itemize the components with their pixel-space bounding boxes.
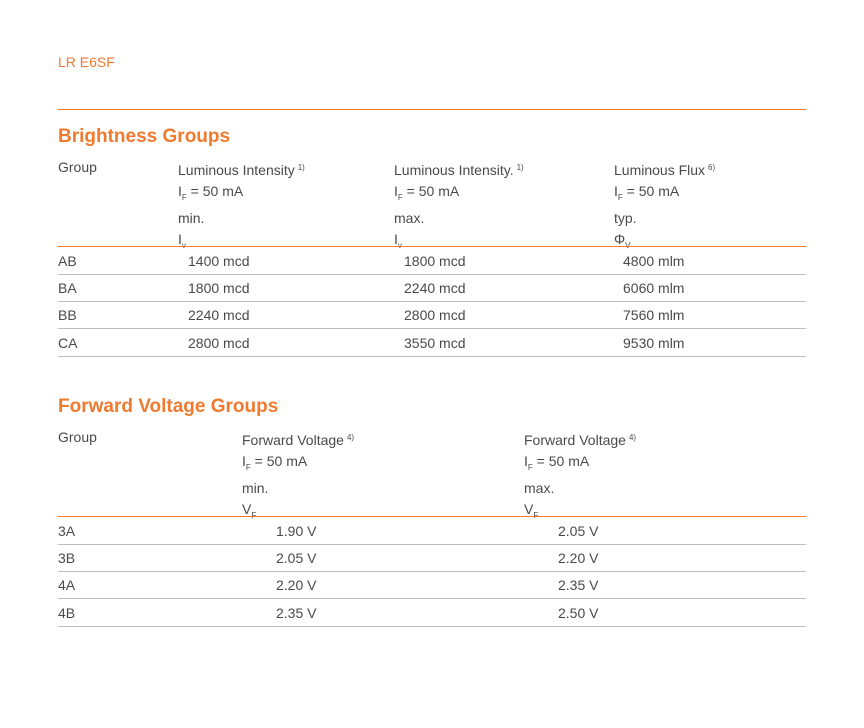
group-cell: AB <box>58 253 77 269</box>
header-label: Forward Voltage <box>242 432 344 448</box>
table-row <box>58 600 806 627</box>
value-cell: 2240 mcd <box>188 307 250 323</box>
table-row <box>58 572 806 599</box>
qualifier: max. <box>394 210 425 226</box>
group-cell: 3B <box>58 550 76 566</box>
condition-symbol: I <box>614 183 618 199</box>
condition-value: = 50 mA <box>536 453 590 469</box>
quantity-symbol: V <box>524 501 534 517</box>
value-cell: 3550 mcd <box>404 335 466 351</box>
value-cell: 1.90 V <box>276 523 317 539</box>
voltage-header-divider <box>58 516 806 517</box>
footnote-ref: 1) <box>516 163 524 172</box>
group-cell: 3A <box>58 523 76 539</box>
condition-subscript: F <box>397 193 403 202</box>
value-cell: 2800 mcd <box>188 335 250 351</box>
header-label: Forward Voltage <box>524 432 626 448</box>
table-row <box>58 302 806 329</box>
header-label: Group <box>58 429 97 445</box>
quantity-subscript: F <box>251 511 257 520</box>
condition-subscript: F <box>181 193 187 202</box>
condition-value: = 50 mA <box>406 183 460 199</box>
value-cell: 1800 mcd <box>188 280 250 296</box>
header-label: Luminous Flux <box>614 162 706 178</box>
value-cell: 1800 mcd <box>404 253 466 269</box>
brightness-groups-title: Brightness Groups <box>58 126 231 147</box>
voltage-header-group <box>58 427 97 448</box>
table-row <box>58 248 806 275</box>
header-divider <box>58 109 806 110</box>
condition-value: = 50 mA <box>626 183 680 199</box>
table-row <box>58 545 806 572</box>
group-cell: BA <box>58 280 77 296</box>
value-cell: 2.05 V <box>558 523 599 539</box>
brightness-header-luminous-flux <box>614 157 715 256</box>
condition-symbol: I <box>394 183 398 199</box>
brightness-header-group <box>58 157 97 178</box>
footnote-ref: 4) <box>628 433 637 442</box>
table-row <box>58 275 806 302</box>
quantity-subscript: F <box>533 511 539 520</box>
group-cell: BB <box>58 307 77 323</box>
quantity-subscript: V <box>625 241 631 250</box>
value-cell: 2800 mcd <box>404 307 466 323</box>
brightness-header-luminous-intensity-max <box>394 157 524 256</box>
qualifier: min. <box>178 210 205 226</box>
table-row <box>58 330 806 357</box>
value-cell: 6060 mlm <box>623 280 685 296</box>
qualifier: min. <box>242 480 269 496</box>
footnote-ref: 6) <box>708 163 716 172</box>
value-cell: 2.50 V <box>558 605 599 621</box>
value-cell: 2240 mcd <box>404 280 466 296</box>
value-cell: 2.20 V <box>558 550 599 566</box>
quantity-symbol: I <box>394 231 398 247</box>
header-label: Luminous Intensity. <box>394 162 514 178</box>
header-label: Luminous Intensity <box>178 162 295 178</box>
condition-subscript: F <box>245 463 251 472</box>
forward-voltage-groups-title: Forward Voltage Groups <box>58 396 279 417</box>
value-cell: 2.35 V <box>558 577 599 593</box>
group-cell: 4B <box>58 605 76 621</box>
value-cell: 2.35 V <box>276 605 317 621</box>
quantity-symbol: I <box>178 231 182 247</box>
value-cell: 4800 mlm <box>623 253 685 269</box>
footnote-ref: 4) <box>346 433 355 442</box>
qualifier: max. <box>524 480 555 496</box>
voltage-header-forward-voltage-min <box>242 427 354 526</box>
group-cell: 4A <box>58 577 76 593</box>
value-cell: 1400 mcd <box>188 253 250 269</box>
group-cell: CA <box>58 335 78 351</box>
quantity-subscript: v <box>181 241 186 250</box>
footnote-ref: 1) <box>297 163 305 172</box>
table-row <box>58 518 806 545</box>
voltage-header-forward-voltage-max <box>524 427 636 526</box>
value-cell: 7560 mlm <box>623 307 685 323</box>
value-cell: 9530 mlm <box>623 335 685 351</box>
value-cell: 2.05 V <box>276 550 317 566</box>
quantity-symbol: V <box>242 501 252 517</box>
qualifier: typ. <box>614 210 637 226</box>
condition-symbol: I <box>242 453 246 469</box>
header-label: Group <box>58 159 97 175</box>
condition-value: = 50 mA <box>190 183 244 199</box>
brightness-header-luminous-intensity-min <box>178 157 305 256</box>
product-name: LR E6SF <box>58 54 115 70</box>
value-cell: 2.20 V <box>276 577 317 593</box>
condition-symbol: I <box>524 453 528 469</box>
brightness-header-divider <box>58 246 806 247</box>
quantity-subscript: v <box>397 241 402 250</box>
condition-subscript: F <box>527 463 533 472</box>
condition-subscript: F <box>617 193 623 202</box>
condition-symbol: I <box>178 183 182 199</box>
condition-value: = 50 mA <box>254 453 308 469</box>
quantity-symbol: Φ <box>614 231 626 247</box>
